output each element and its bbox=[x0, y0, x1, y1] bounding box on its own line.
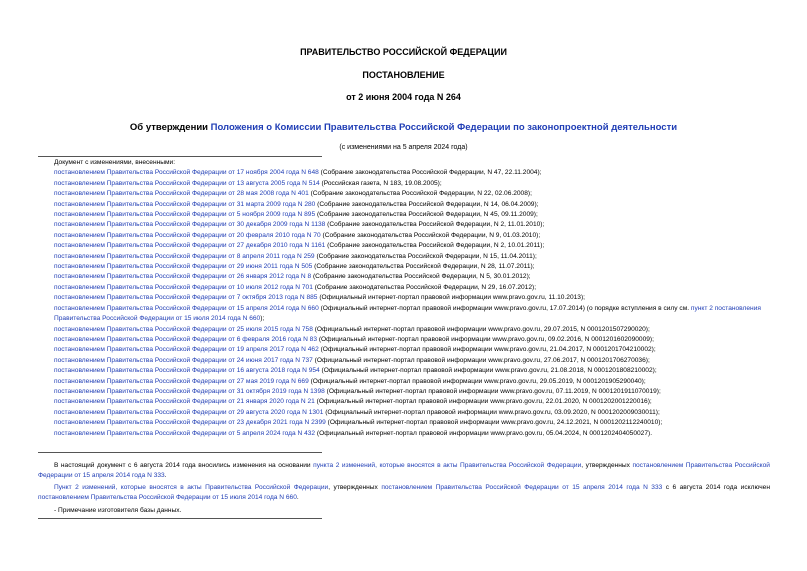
amendment-link[interactable]: постановлением Правительства Российской Федерации от 19 апреля 2017 года N 462 bbox=[54, 346, 319, 354]
amendment-link[interactable]: постановлением Правительства Российской Федерации от 31 октября 2019 года N 1398 bbox=[54, 387, 325, 395]
notes-block bbox=[38, 461, 770, 517]
title-prefix: Об утверждении bbox=[129, 122, 211, 133]
amendment-tail: ); bbox=[260, 315, 265, 323]
note-paragraph-2 bbox=[38, 483, 770, 504]
amendment-source: (Официальный интернет-портал правовой информации www.pravo.gov.ru, 11.10.2013); bbox=[317, 294, 586, 302]
amendment-link[interactable]: постановлением Правительства Российской Федерации от 27 декабря 2010 года N 1161 bbox=[54, 242, 326, 250]
revision-note: (с изменениями на 5 апреля 2024 года) bbox=[339, 144, 468, 151]
note-text: . bbox=[296, 494, 299, 502]
amendment-link[interactable]: постановлением Правительства Российской Федерации от 6 февраля 2016 года N 83 bbox=[54, 335, 318, 343]
amendment-entry-link[interactable]: пункт 2 постановления Правительства Российской Федерации от 15 июля 2014 года N 660 bbox=[54, 304, 761, 323]
top-divider bbox=[38, 156, 322, 157]
amendment-source: (Собрание законодательства Российской Федерации, N 2, 10.01.2011); bbox=[325, 242, 545, 250]
amendment-item bbox=[38, 168, 770, 178]
note-link[interactable]: пункта 2 изменений, которые вносятся в акты Правительства Российской Федерации bbox=[313, 462, 582, 469]
amendment-link[interactable]: постановлением Правительства Российской Федерации от 13 августа 2005 года N 514 bbox=[54, 179, 320, 187]
amendment-link[interactable]: постановлением Правительства Российской Федерации от 31 марта 2009 года N 280 bbox=[54, 200, 316, 208]
amendment-item bbox=[38, 335, 770, 345]
amendment-source: (Российская газета, N 183, 19.08.2005); bbox=[319, 179, 442, 187]
amendment-link[interactable]: постановлением Правительства Российской Федерации от 25 июля 2015 года N 758 bbox=[54, 325, 313, 333]
amendment-link[interactable]: постановлением Правительства Российской Федерации от 28 мая 2008 года N 401 bbox=[54, 190, 309, 198]
note-paragraph-1 bbox=[38, 461, 770, 482]
amendment-item bbox=[38, 272, 770, 282]
note-link[interactable]: постановлением Правительства Российской Федерации от 15 апреля 2014 года N 333 bbox=[38, 462, 770, 480]
amendment-item bbox=[38, 262, 770, 272]
note-text: с 6 августа 2014 года исключен bbox=[662, 483, 770, 491]
amendment-item bbox=[38, 293, 770, 303]
amendment-link[interactable]: постановлением Правительства Российской Федерации от 23 декабря 2021 года N 2399 bbox=[54, 419, 326, 427]
amendment-item bbox=[38, 418, 770, 428]
amendment-link[interactable]: постановлением Правительства Российской Федерации от 26 января 2012 года N 8 bbox=[54, 273, 312, 281]
document-type: ПОСТАНОВЛЕНИЕ bbox=[362, 70, 445, 80]
amendment-item bbox=[38, 179, 770, 189]
amendments-list-continued bbox=[38, 325, 770, 439]
document-date-number: от 2 июня 2004 года N 264 bbox=[346, 92, 461, 102]
amendments-list bbox=[38, 168, 770, 303]
amendment-source: (Собрание законодательства Российской Федерации, N 14, 06.04.2009); bbox=[315, 200, 539, 208]
amendment-link[interactable]: постановлением Правительства Российской Федерации от 5 апреля 2024 года N 432 bbox=[54, 429, 316, 437]
government-name: ПРАВИТЕЛЬСТВО РОССИЙСКОЙ ФЕДЕРАЦИИ bbox=[300, 47, 507, 57]
amendment-link[interactable]: постановлением Правительства Российской Федерации от 8 апреля 2011 года N 259 bbox=[54, 252, 315, 260]
note-text: , утвержденных bbox=[328, 483, 382, 491]
amendment-item bbox=[38, 325, 770, 335]
amendment-source: (Собрание законодательства Российской Федерации, N 47, 22.11.2004); bbox=[318, 169, 542, 177]
note-link[interactable]: постановлением Правительства Российской Федерации от 15 июля 2014 года N 660 bbox=[38, 494, 297, 502]
amendment-item bbox=[38, 241, 770, 251]
amendment-item bbox=[38, 231, 770, 241]
middle-divider bbox=[38, 452, 322, 453]
amendment-item bbox=[38, 397, 770, 407]
amendment-link[interactable]: постановлением Правительства Российской Федерации от 29 августа 2020 года N 1301 bbox=[54, 408, 324, 416]
document-title bbox=[0, 122, 807, 133]
amendments-block bbox=[38, 158, 770, 439]
amendment-source: (Официальный интернет-портал правовой информации www.pravo.gov.ru, 05.04.2024, N 0001202404050027). bbox=[315, 429, 653, 437]
amendment-link[interactable]: постановлением Правительства Российской Федерации от 29 июня 2011 года N 505 bbox=[54, 263, 313, 271]
amendments-intro: Документ с изменениями, внесенными: bbox=[54, 159, 176, 166]
amendment-source: (Официальный интернет-портал правовой информации www.pravo.gov.ru, 21.04.2017, N 0001201704210002); bbox=[318, 346, 656, 354]
amendment-source: (Собрание законодательства Российской Федерации, N 5, 30.01.2012); bbox=[311, 273, 531, 281]
amendment-source: (Собрание законодательства Российской Федерации, N 15, 11.04.2011); bbox=[314, 252, 537, 260]
amendment-item bbox=[38, 252, 770, 262]
amendment-link[interactable]: постановлением Правительства Российской Федерации от 17 ноября 2004 года N 648 bbox=[54, 169, 319, 177]
amendment-link[interactable]: постановлением Правительства Российской Федерации от 7 октября 2013 года N 885 bbox=[54, 294, 318, 302]
amendment-source: (Собрание законодательства Российской Федерации, N 29, 16.07.2012); bbox=[312, 283, 537, 291]
amendment-item bbox=[38, 408, 770, 418]
amendment-link[interactable]: постановлением Правительства Российской Федерации от 16 августа 2018 года N 954 bbox=[54, 367, 320, 375]
amendment-source: (Официальный интернет-портал правовой информации www.pravo.gov.ru, 29.07.2015, N 0001201507290020); bbox=[312, 325, 650, 333]
note-text: . bbox=[164, 472, 167, 480]
amendment-item bbox=[38, 429, 770, 439]
amendment-link[interactable]: постановлением Правительства Российской Федерации от 15 апреля 2014 года N 660 bbox=[54, 304, 319, 312]
amendment-item bbox=[38, 366, 770, 376]
amendment-link[interactable]: постановлением Правительства Российской Федерации от 24 июня 2017 года N 737 bbox=[54, 356, 313, 364]
amendment-special-item bbox=[38, 304, 770, 325]
note-link[interactable]: Пункт 2 изменений, которые вносятся в акты Правительства Российской Федерации bbox=[54, 483, 329, 491]
amendment-source: (Собрание законодательства Российской Федерации, N 9, 01.03.2010); bbox=[320, 231, 541, 239]
note-text: , утвержденных bbox=[581, 462, 633, 469]
amendment-link[interactable]: постановлением Правительства Российской Федерации от 20 февраля 2010 года N 70 bbox=[54, 231, 321, 239]
amendment-source: (Официальный интернет-портал правовой информации www.pravo.gov.ru, 09.02.2016, N 0001201602090009); bbox=[317, 335, 654, 343]
amendment-source: (Собрание законодательства Российской Федерации, N 22, 02.06.2008); bbox=[308, 190, 532, 198]
note-link[interactable]: постановлением Правительства Российской Федерации от 15 апреля 2014 года N 333 bbox=[381, 483, 663, 491]
amendment-source: (Собрание законодательства Российской Федерации, N 45, 09.11.2009); bbox=[315, 211, 538, 219]
amendment-item bbox=[38, 189, 770, 199]
amendment-item bbox=[38, 200, 770, 210]
amendment-item bbox=[38, 377, 770, 387]
amendment-item bbox=[38, 283, 770, 293]
amendment-item bbox=[38, 210, 770, 220]
amendment-link[interactable]: постановлением Правительства Российской Федерации от 10 июля 2012 года N 701 bbox=[54, 283, 313, 291]
amendment-source: (Официальный интернет-портал правовой информации www.pravo.gov.ru, 29.05.2019, N 0001201905290040); bbox=[308, 377, 646, 385]
amendment-source: (Официальный интернет-портал правовой информации www.pravo.gov.ru, 21.08.2018, N 0001201808210002); bbox=[319, 367, 657, 375]
amendment-link[interactable]: постановлением Правительства Российской Федерации от 5 ноября 2009 года N 895 bbox=[54, 211, 316, 219]
amendment-source: (Официальный интернет-портал правовой информации www.pravo.gov.ru, 24.12.2021, N 0001202112240010); bbox=[325, 419, 663, 427]
amendment-source: (Официальный интернет-портал правовой информации www.pravo.gov.ru, 27.06.2017, N 0001201706270036); bbox=[312, 356, 650, 364]
amendment-item bbox=[38, 220, 770, 230]
amendment-source: (Официальный интернет-портал правовой информации www.pravo.gov.ru, 03.09.2020, N 0001202009030011); bbox=[323, 408, 660, 416]
amendment-link[interactable]: постановлением Правительства Российской Федерации от 30 декабря 2009 года N 1138 bbox=[54, 221, 326, 229]
title-link[interactable]: Положения о Комиссии Правительства Российской Федерации по законопроектной деятельности bbox=[210, 122, 678, 133]
amendment-source: (Официальный интернет-портал правовой информации www.pravo.gov.ru, 17.07.2014) (о порядке вступления в силу см. bbox=[318, 304, 691, 312]
amendment-source: (Собрание законодательства Российской Федерации, N 28, 11.07.2011); bbox=[312, 263, 535, 271]
amendment-source: (Официальный интернет-портал правовой информации www.pravo.gov.ru, 07.11.2019, N 0001201911070019); bbox=[324, 387, 661, 395]
note-text: В настоящий документ с 6 августа 2014 года вносились изменения на основании bbox=[54, 462, 314, 469]
amendment-link[interactable]: постановлением Правительства Российской Федерации от 27 мая 2019 года N 669 bbox=[54, 377, 309, 385]
amendment-item bbox=[38, 387, 770, 397]
amendment-source: (Собрание законодательства Российской Федерации, N 2, 11.01.2010); bbox=[325, 221, 545, 229]
amendment-item bbox=[38, 345, 770, 355]
amendment-item bbox=[38, 356, 770, 366]
database-note: - Примечание изготовителя базы данных. bbox=[54, 506, 182, 514]
amendment-link[interactable]: постановлением Правительства Российской Федерации от 21 января 2020 года N 21 bbox=[54, 398, 315, 406]
bottom-divider bbox=[38, 518, 322, 519]
amendment-source: (Официальный интернет-портал правовой информации www.pravo.gov.ru, 22.01.2020, N 0001202001220016); bbox=[314, 398, 652, 406]
